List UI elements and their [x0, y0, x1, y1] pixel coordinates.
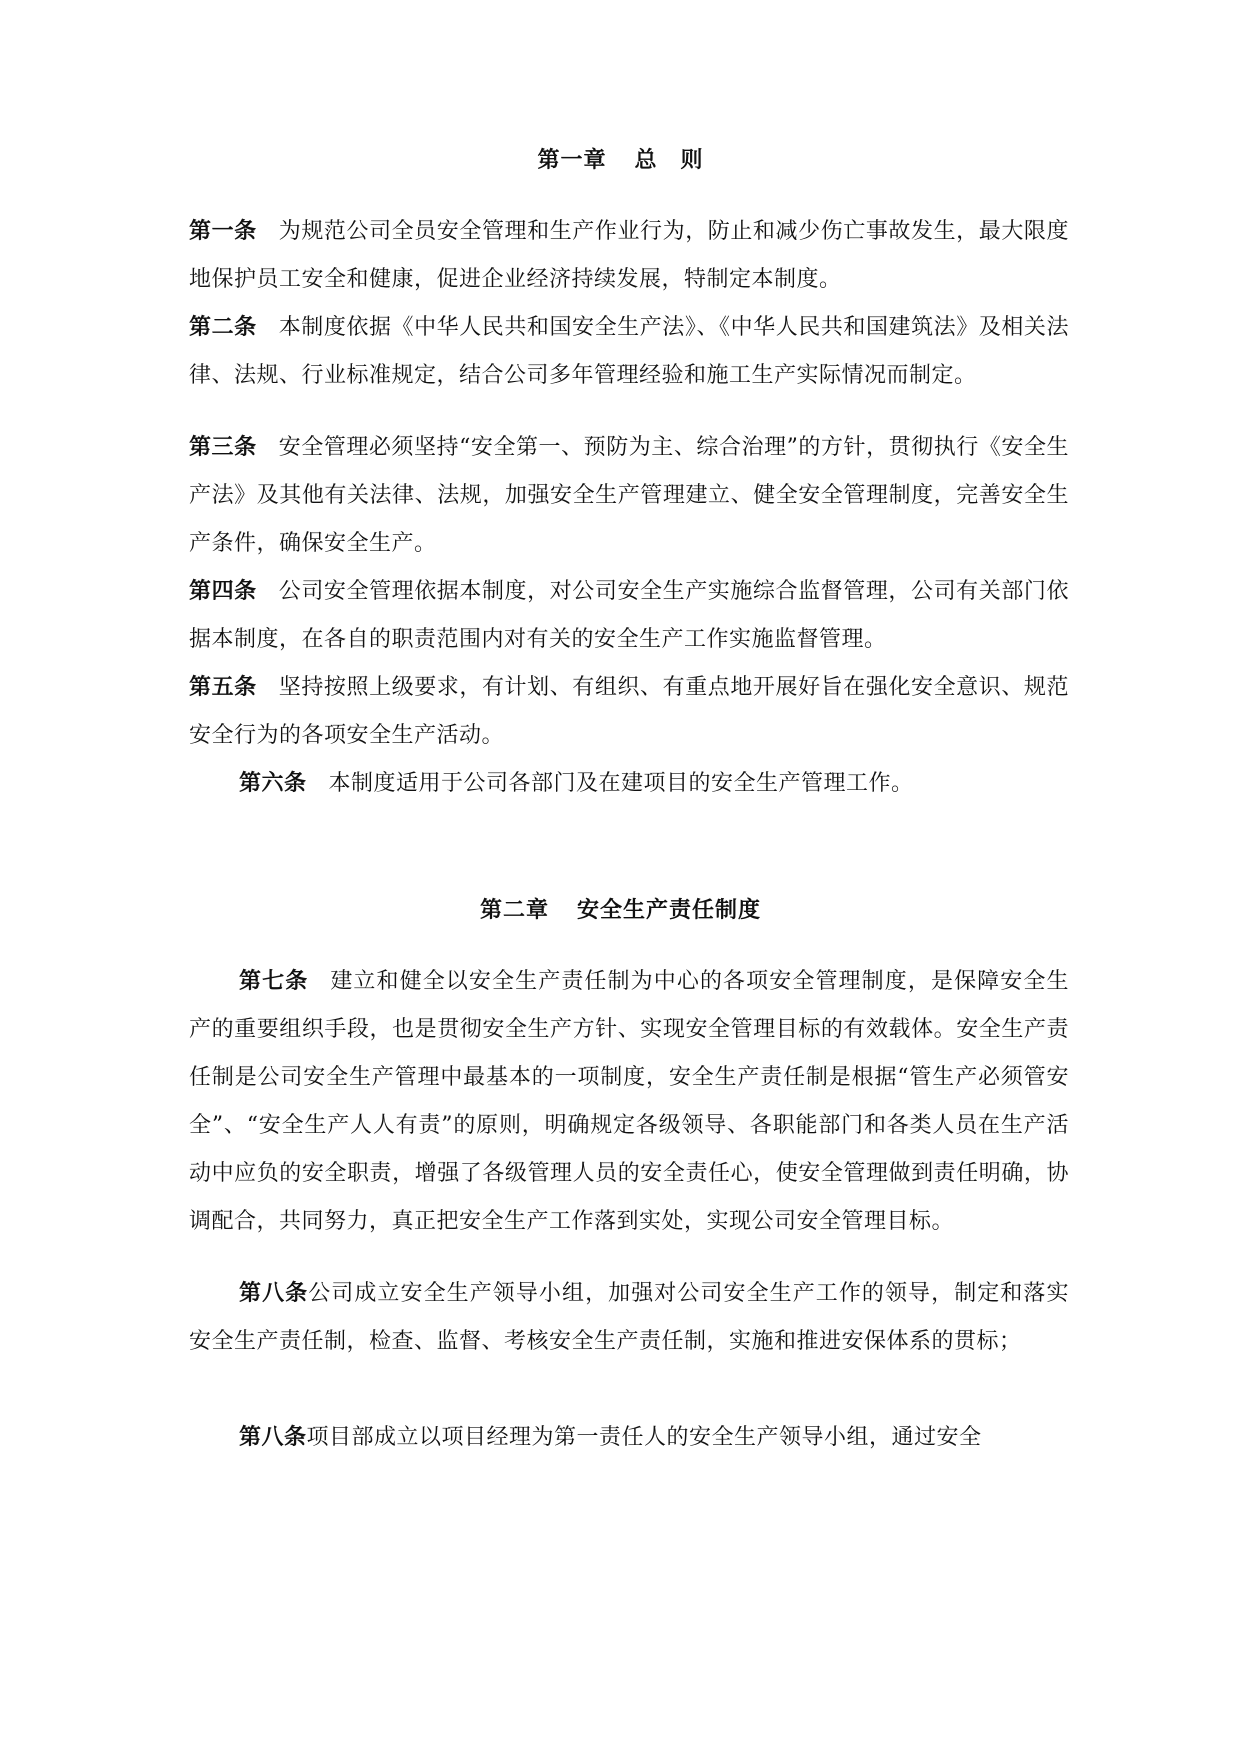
- article-label: 第二条: [189, 315, 257, 340]
- article-label: 第一条: [189, 219, 257, 244]
- article-label: 第四条: [189, 579, 257, 604]
- article-text: 本制度依据《中华人民共和国安全生产法》、《中华人民共和国建筑法》及相关法律、法规、行业标准规定，结合公司多年管理经验和施工生产实际情况而制定。: [189, 315, 1069, 388]
- chapter-1-heading: [0, 146, 1241, 176]
- article-text: 项目部成立以项目经理为第一责任人的安全生产领导小组，通过安全: [306, 1425, 982, 1450]
- article-5: [189, 664, 1069, 760]
- article-3: [189, 424, 1069, 568]
- article-4: [189, 568, 1069, 664]
- article-label: 第八条: [239, 1281, 309, 1306]
- article-label: 第六条: [239, 771, 307, 796]
- chapter-1-title: 总 则: [634, 148, 704, 173]
- article-text: 公司安全管理依据本制度，对公司安全生产实施综合监督管理，公司有关部门依据本制度，在各自的职责范围内对有关的安全生产工作实施监督管理。: [189, 579, 1069, 652]
- article-label: 第五条: [189, 675, 257, 700]
- article-label: 第八条: [239, 1425, 307, 1450]
- article-text: 本制度适用于公司各部门及在建项目的安全生产管理工作。: [328, 771, 914, 796]
- article-8a: [189, 1270, 1069, 1366]
- article-text: 公司成立安全生产领导小组，加强对公司安全生产工作的领导，制定和落实安全生产责任制，检查、监督、考核安全生产责任制，实施和推进安保体系的贯标；: [189, 1281, 1069, 1354]
- article-text: 坚持按照上级要求，有计划、有组织、有重点地开展好旨在强化安全意识、规范安全行为的各项安全生产活动。: [189, 675, 1069, 748]
- article-text: 安全管理必须坚持“安全第一、预防为主、综合治理”的方针，贯彻执行《安全生产法》及其他有关法律、法规，加强安全生产管理建立、健全安全管理制度，完善安全生产条件，确保安全生产。: [189, 435, 1069, 556]
- chapter-1-number: 第一章: [537, 148, 607, 173]
- chapter-2-number: 第二章: [479, 898, 549, 923]
- article-6: [189, 760, 1069, 808]
- article-2: [189, 304, 1069, 400]
- article-text: 为规范公司全员安全管理和生产作业行为，防止和减少伤亡事故发生，最大限度地保护员工安全和健康，促进企业经济持续发展，特制定本制度。: [189, 219, 1069, 292]
- article-label: 第三条: [189, 435, 257, 460]
- article-text: 建立和健全以安全生产责任制为中心的各项安全管理制度，是保障安全生产的重要组织手段，也是贯彻安全生产方针、实现安全管理目标的有效载体。安全生产责任制是公司安全生产管理中最基本的一项制度，安全生产责任制是根据“管生产必须管安全”、“安全生产人人有责”的原则，明确规定各级领导、各职能部门和各类人员在生产活动中应负的安全职责，增强了各级管理人员的安全责任心，使安全管理做到责任明确，协调配合，共同努力，真正把安全生产工作落到实处，实现公司安全管理目标。: [189, 969, 1069, 1234]
- article-8b: [189, 1414, 1069, 1462]
- article-1: [189, 208, 1069, 304]
- article-7: [189, 958, 1069, 1246]
- chapter-2-heading: [0, 896, 1241, 926]
- chapter-2-title: 安全生产责任制度: [577, 898, 762, 923]
- article-label: 第七条: [239, 969, 309, 994]
